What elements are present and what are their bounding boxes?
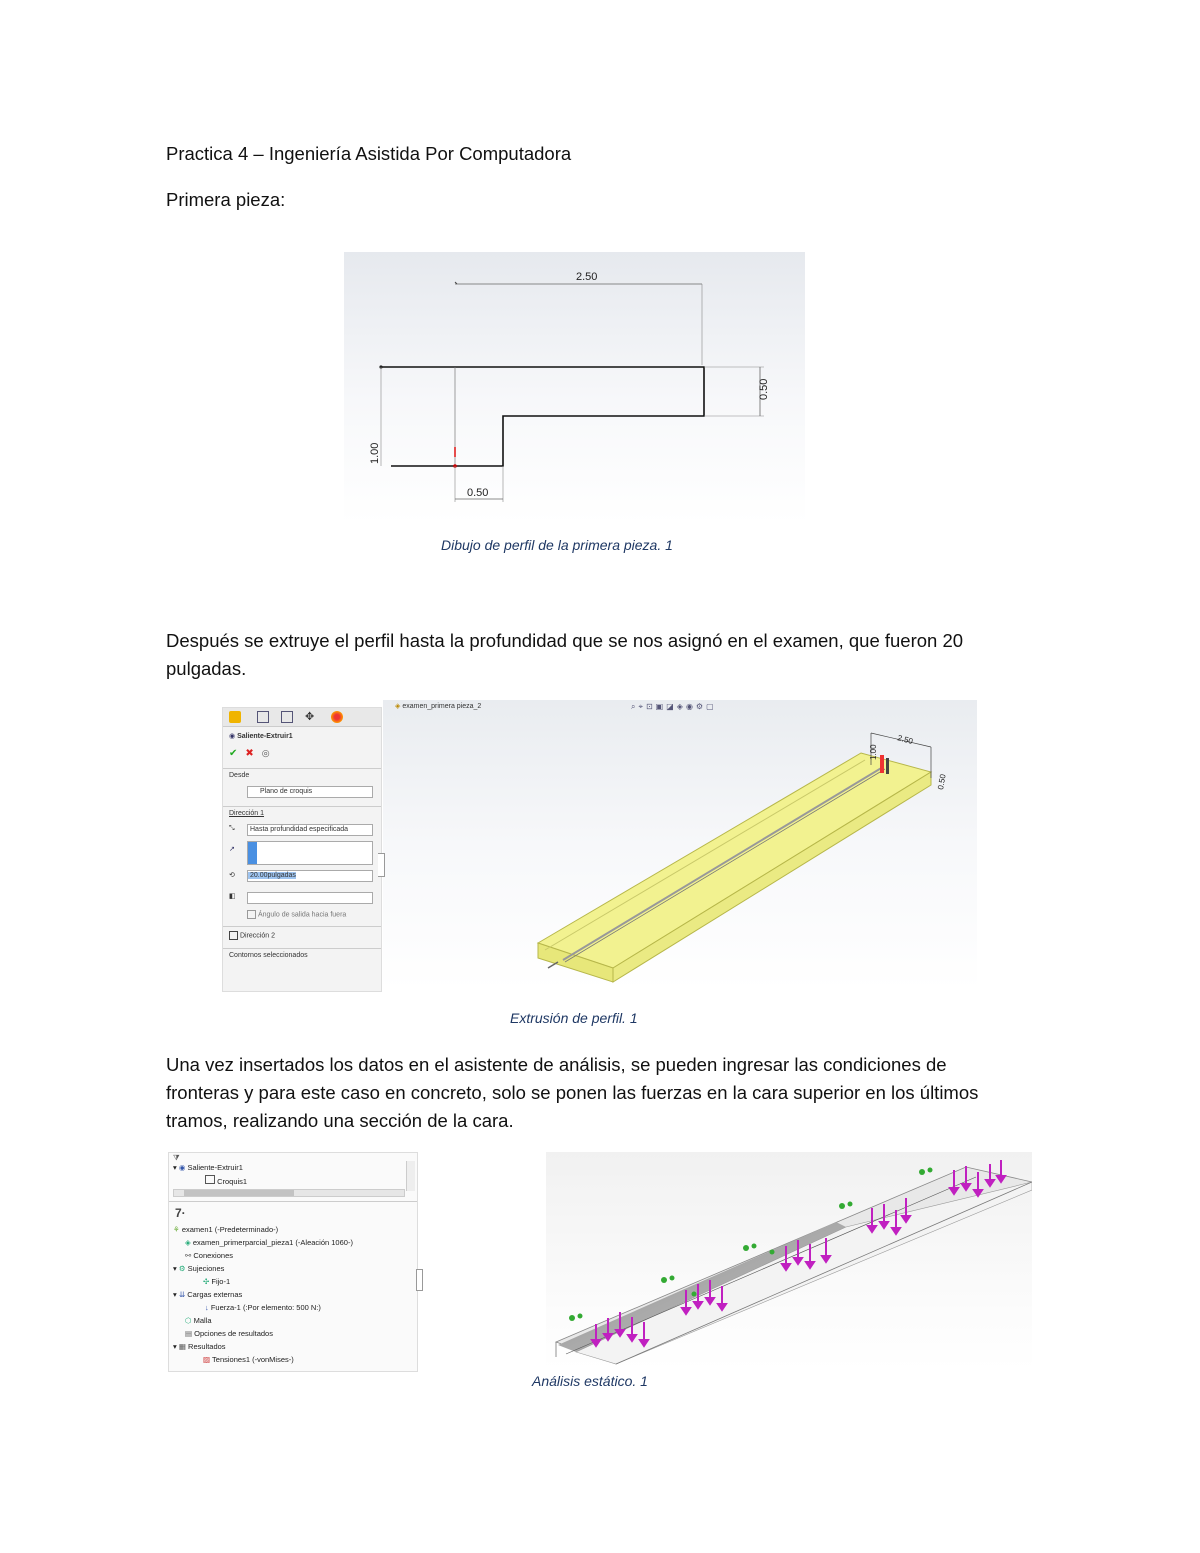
part-icon: ◈ [185,1238,193,1247]
extrude-dim-left: 1.00 [869,744,878,760]
caption-extrude: Extrusión de perfil. 1 [510,1010,638,1026]
document-title: Practica 4 – Ingeniería Asistida Por Computadora [166,143,572,164]
tree-results[interactable]: Resultados [188,1342,226,1351]
tree-options[interactable]: Opciones de resultados [194,1329,273,1338]
tree-fixture1[interactable]: Fijo-1 [211,1277,231,1286]
filter-icon[interactable]: ⧩ [173,1153,180,1162]
stress-plot-icon: ▨ [203,1355,213,1364]
cancel-x-icon[interactable]: ✖ [245,748,254,759]
draft-icon: ◧ [229,893,236,900]
force-arrow-icon: ↓ [205,1303,211,1312]
reverse-direction-icon[interactable]: ⤡ [229,825,235,832]
section-direccion1[interactable]: Dirección 1 [229,810,265,817]
expand-fixtures-icon[interactable]: ▾ [173,1264,179,1273]
study-tree-panel [168,1152,418,1372]
depth-input-value: 20.00pulgadas [250,872,296,879]
draft-outward-checkbox[interactable] [247,910,256,919]
caption-profile: Dibujo de perfil de la primera pieza. 1 [441,537,673,553]
collapse-arrow-icon[interactable]: ▾ [173,1163,179,1172]
desde-select[interactable] [247,786,373,798]
paragraph-analysis-line1: Una vez insertados los datos en el asistente de análisis, se pueden ingresar las condiciones de [166,1054,947,1075]
direction-type-select[interactable] [247,824,373,836]
simulation-logo-icon: 7· [175,1206,186,1220]
expand-results-icon[interactable]: ▾ [173,1342,179,1351]
tree-item-extrude[interactable]: Saliente-Extruir1 [187,1163,243,1172]
depth-icon: ⟲ [229,872,235,879]
options-icon: ▤ [185,1329,195,1338]
tree-study[interactable]: examen1 (-Predeterminado-) [181,1225,279,1234]
caption-analysis: Análisis estático. 1 [532,1373,648,1389]
desde-select-value: Plano de croquis [260,788,313,795]
display-manager-icon[interactable] [331,711,343,723]
section-desde[interactable]: Desde [229,772,250,779]
tree-loads[interactable]: Cargas externas [187,1290,243,1299]
draft-outward-label: Ángulo de salida hacia fuera [257,911,347,919]
direction-reference-field[interactable] [247,841,373,865]
extrude-property-panel [222,707,382,992]
extrude-dim-top: 2.50 [896,733,914,746]
mesh-icon: ⬡ [185,1316,194,1325]
dim-bottom-label: 0.50 [467,487,489,499]
tree-force1[interactable]: Fuerza-1 (:Por elemento: 500 N:) [210,1303,321,1312]
extrude-feature-icon: ◉ [229,733,238,740]
config-manager-icon[interactable] [281,711,293,723]
profile-sketch-figure [344,252,805,524]
extrude-dim-right: 0.50 [936,773,948,791]
extruded-beam-drawing [383,700,977,990]
dim-top-label: 2.50 [576,271,598,283]
paragraph-extrude-line2: pulgadas. [166,658,247,679]
sketch-icon [205,1175,215,1184]
dimxpert-icon[interactable]: ✥ [305,711,315,723]
part-tree-icon: ◈ [395,703,403,710]
feature-manager-icon[interactable] [229,711,241,723]
part-tab-label: examen_primera pieza_2 [402,703,482,710]
tree-connections[interactable]: Conexiones [193,1251,233,1260]
loads-icon: ⇊ [178,1290,188,1299]
section-contornos[interactable]: Contornos seleccionados [229,952,308,959]
tree-item-sketch[interactable]: Croquis1 [217,1177,248,1186]
connections-icon: ⚯ [185,1251,194,1260]
depth-input[interactable] [247,870,373,882]
tree-stress[interactable]: Tensiones1 (-vonMises-) [212,1355,294,1364]
paragraph-analysis-line2: fronteras y para este caso en concreto, solo se ponen las fuerzas en la cara superior en los últimos [166,1082,979,1103]
static-analysis-view [546,1152,1032,1370]
extrude-3d-view [383,700,977,990]
preview-eye-icon[interactable]: ◎ [261,748,270,758]
paragraph-analysis-line3: tramos, realizando una sección de la cara. [166,1110,514,1131]
section-subtitle: Primera pieza: [166,189,286,210]
fixtures-icon: ⚙ [178,1264,188,1273]
expand-loads-icon[interactable]: ▾ [173,1290,179,1299]
feature-name: Saliente-Extruir1 [237,733,293,740]
results-icon: ▦ [178,1342,189,1351]
study-icon: ⚘ [173,1225,182,1234]
fixed-icon: ✣ [203,1277,212,1286]
direction-type-value: Hasta profundidad especificada [250,826,349,833]
tree-part[interactable]: examen_primerparcial_pieza1 (-Aleación 1060-) [192,1238,353,1247]
tree-mesh[interactable]: Malla [193,1316,212,1325]
panel-splitter-handle[interactable] [378,853,385,877]
property-manager-icon[interactable] [257,711,269,723]
paragraph-extrude-line1: Después se extruye el perfil hasta la profundidad que se nos asignó en el examen, que fueron 20 [166,630,964,651]
tree-fixtures[interactable]: Sujeciones [187,1264,225,1273]
static-analysis-drawing [546,1152,1032,1370]
horizontal-scrollbar[interactable] [173,1189,405,1197]
extrude-feature-icon-tree: ◉ [178,1163,188,1172]
dim-left-label: 1.00 [369,442,381,464]
draft-angle-input[interactable] [247,892,373,904]
ok-check-icon[interactable]: ✔ [229,748,238,759]
dim-right-label: 0.50 [758,378,770,400]
direction-arrow-icon: ↗ [229,846,235,853]
panel-toolbar [223,708,381,727]
direction2-checkbox[interactable] [229,931,238,940]
section-direccion2: Dirección 2 [239,932,275,940]
view-toolbar[interactable]: ⌕⌖⊡▣◪◈◉⚙▢ [631,702,717,711]
tree-splitter-handle[interactable] [416,1269,423,1291]
profile-sketch-drawing [344,252,805,524]
vertical-scrollbar[interactable] [406,1161,415,1191]
